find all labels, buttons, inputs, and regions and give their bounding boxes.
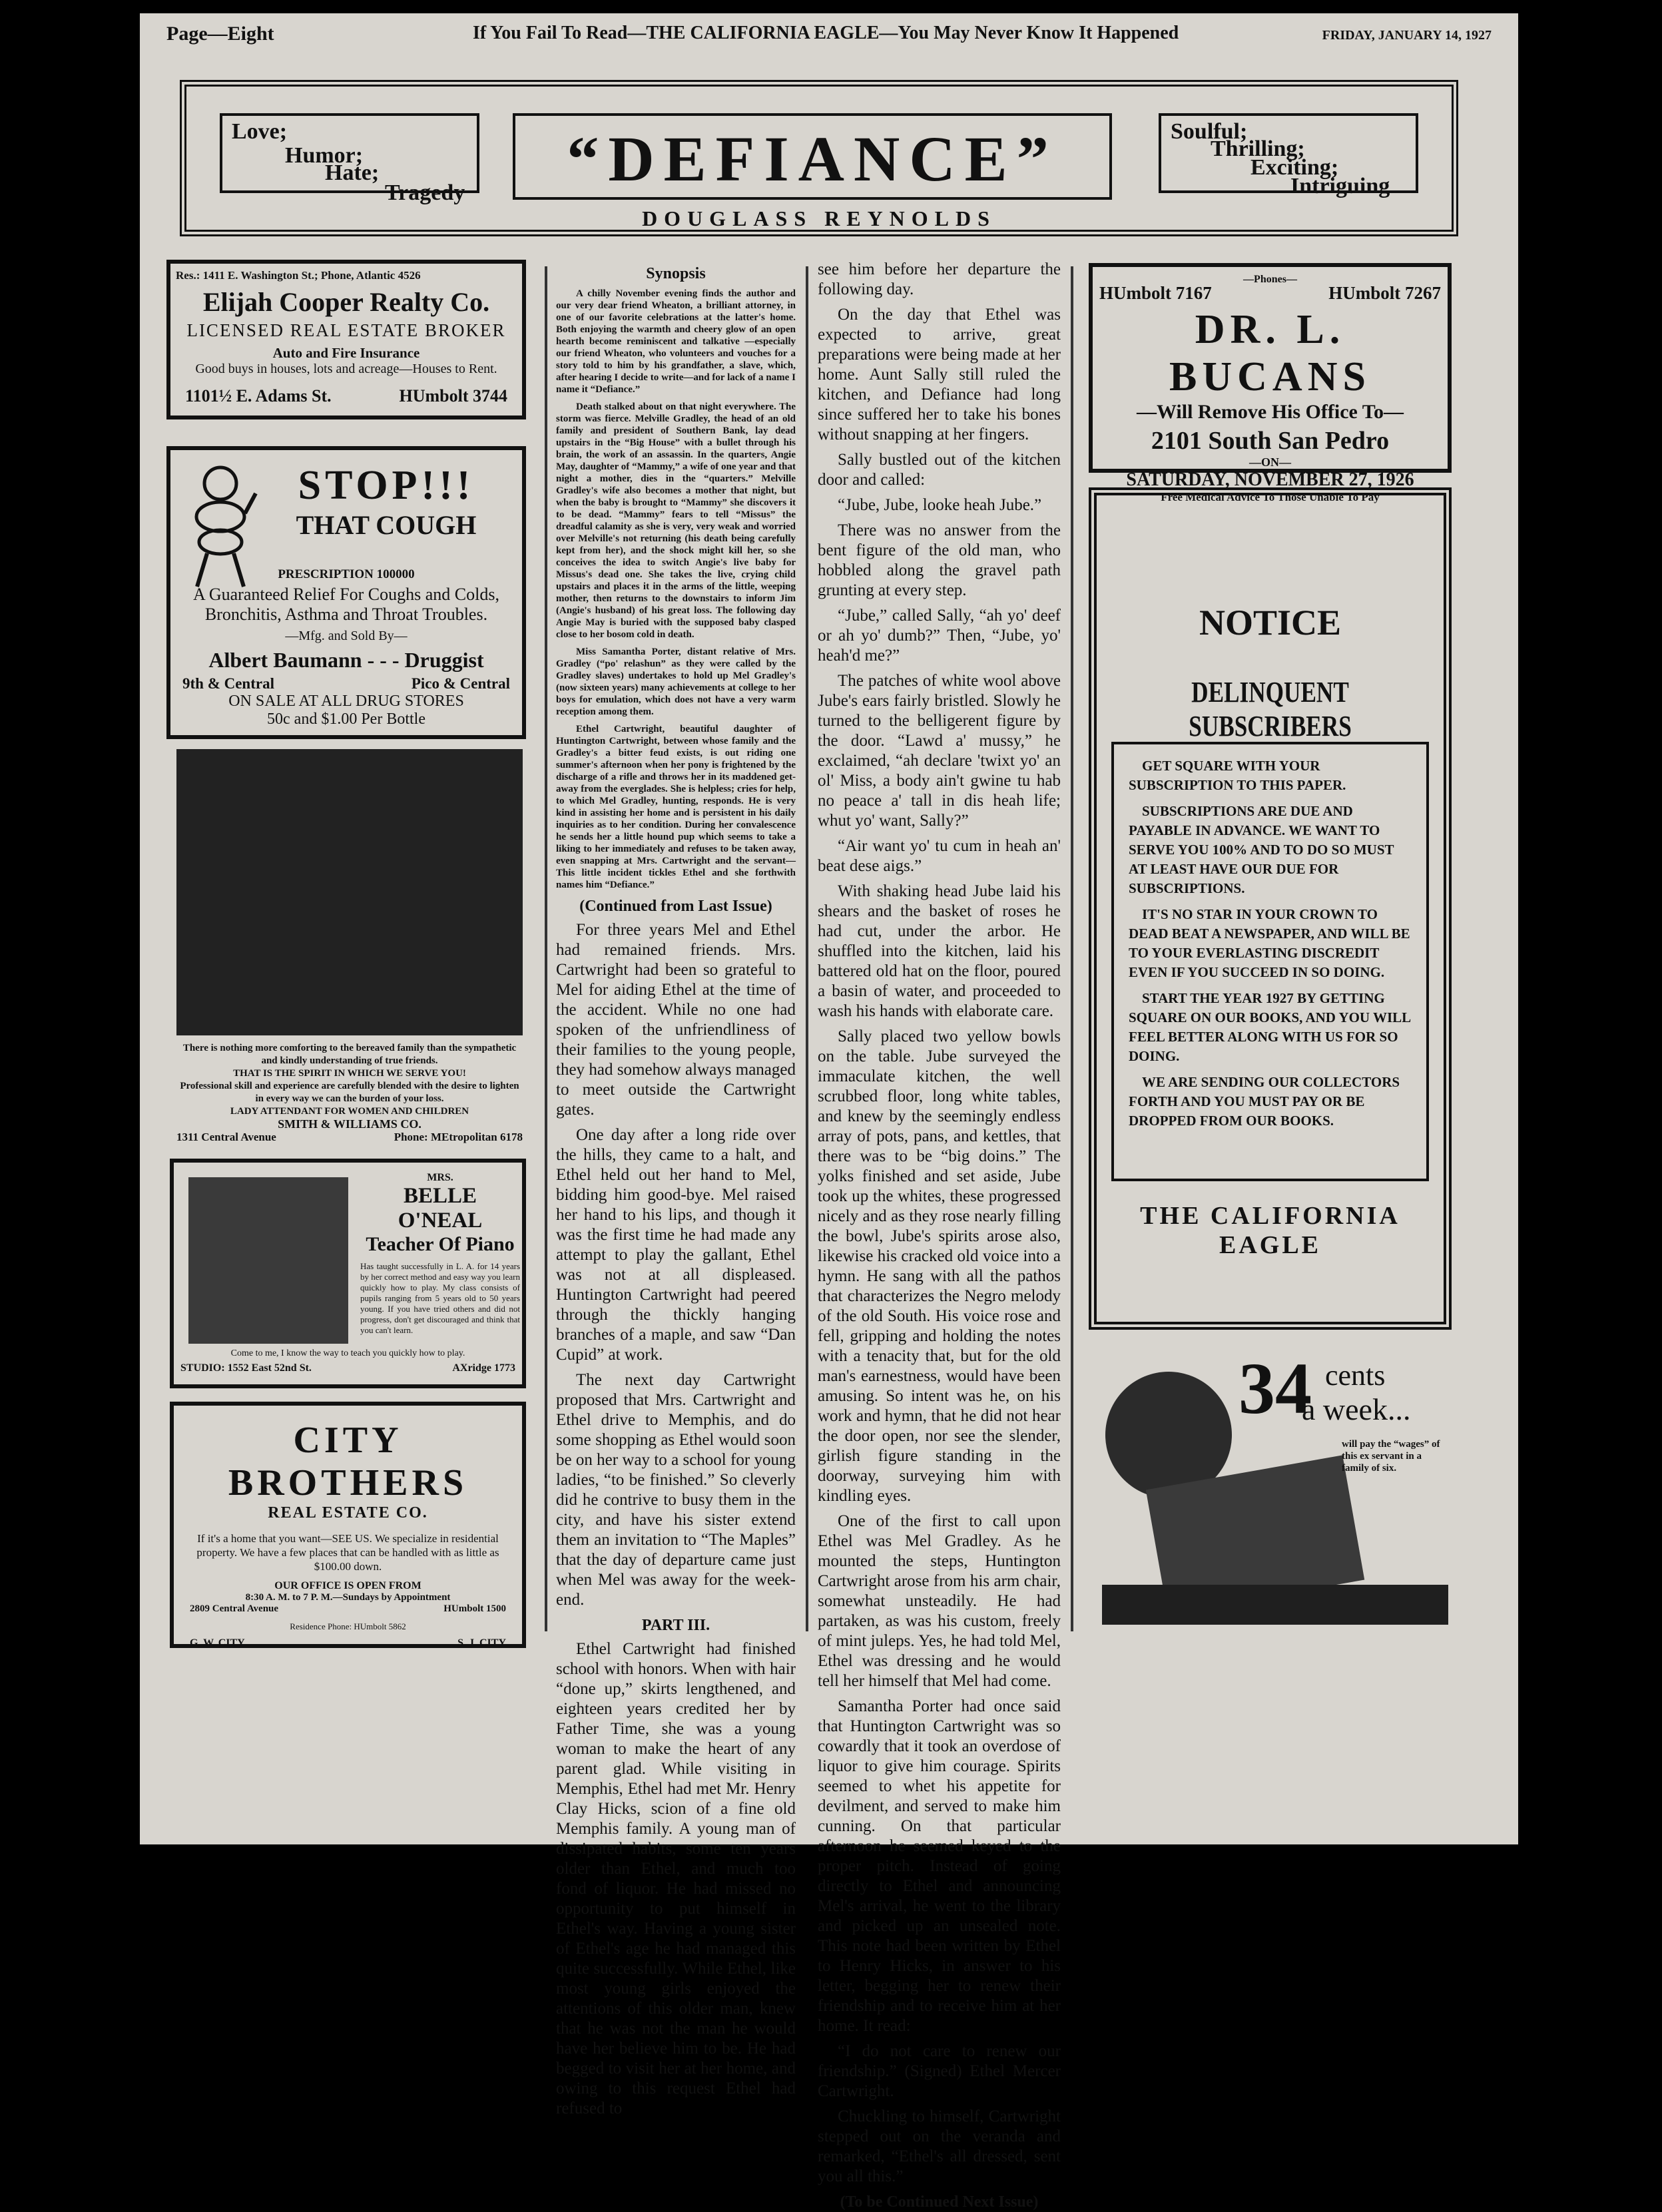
- story-paragraph: see him before her departure the following day.: [818, 260, 1061, 298]
- ad-cooper-realty: [166, 260, 526, 419]
- story-paragraph: Samantha Porter had once said that Huntington Cartwright was so cowardly that it took an overdose of liquor to give him courage. Spirits seemed to whet his appetite for devilment, and served to make him cunning. On that particular afternoon he seemed keyed to the proper pitch. Instead of going directly to Ethel and announcing Mel's arrival, he went to the library and picked up an unsealed note. This note had been written by Ethel to Henry Hicks, in answer to his letter, begging her to renew their friendship and to receive him at her home. It read:: [818, 1697, 1061, 2035]
- story-paragraph: Sally bustled out of the kitchen door and called:: [818, 451, 1061, 489]
- ad-owner: S. J. CITY: [457, 1637, 506, 1649]
- ad-text: —ON—: [1249, 455, 1291, 469]
- ad-text: Res.: 1411 E. Washington St.; Phone, Atlantic 4526: [176, 269, 421, 282]
- ad-address-row: [176, 675, 517, 692]
- banner-right-box: [1159, 113, 1418, 198]
- banner-word: Humor;: [285, 143, 364, 168]
- ad-headline: STOP!!!: [298, 463, 475, 508]
- ad-big-number: 34: [1239, 1348, 1312, 1429]
- banner-word: Exciting;: [1250, 155, 1339, 180]
- ad-footer-band: [1102, 1585, 1448, 1625]
- ad-name: BELLE O'NEAL: [398, 1184, 483, 1233]
- ad-subheadline: REAL ESTATE CO.: [268, 1504, 428, 1521]
- synopsis-paragraph: Death stalked about on that night everywhere. The storm was fierce. Melville Gradley, the head of an old family and president of Southern Bank, lay dead upstairs in the “Big House” with a bullet through his brain, the work of an assassin. In the quarters, Angie May, daughter of “Mammy,” a wife of one year and that night a mother, dies in the “quarters.” Melville Gradley's wife also becomes a mother that night, but when the baby is brought to “Mammy” she discovers it to be dead. “Mammy” fears to tell “Missus” the dreadful calamity as she is very, very weak and worried over Melville's not returning (his death being carefully kept from her), and the shock might kill her, so she conceives the idea to switch Angie's live baby for Missus's dead one. She takes the live, crying child upstairs and places it in the arms of the little, weeping mother, then returns to the downstairs to inform Jim (Angie's husband) of his great loss. The following day Angie May is buried with the supposed baby clasped close to her bosom cold in death.: [556, 402, 796, 640]
- ad-phone: AXridge 1773: [452, 1362, 515, 1374]
- synopsis-paragraph: Ethel Cartwright, beautiful daughter of Huntington Cartwright, between whose family and the Gradley's a bitter feud exists, is out riding one summer's afternoon when her pony is frightened by the discharge of a rifle and throws her in its maddened get-away from the everglades. She is helpless; cries for help, to which Mel Gradley, hunting, responds. He is very kind in assisting her home and is persistent in his daily inquiries as to her condition. During her convalescence he sends her a little hound pup which seems to take a liking to her immediately and refuses to be taken away, even snapping at Mrs. Cartwright and the servant—This little incident tickles Ethel and she forthwith names him “Defiance.”: [556, 724, 796, 890]
- banner-word: Intriguing: [1290, 174, 1390, 198]
- page-slogan: If You Fail To Read—THE CALIFORNIA EAGLE—You May Never Know It Happened: [473, 23, 1179, 43]
- notice-paragraph: GET SQUARE WITH YOUR SUBSCRIPTION TO THIS PAPER.: [1129, 758, 1346, 793]
- notice-paragraph: IT'S NO STAR IN YOUR CROWN TO DEAD BEAT A NEWSPAPER, AND WILL BE TO YOUR EVERLASTING DISCREDIT EVEN IF YOU SUCCEED IN SO DOING.: [1129, 906, 1410, 980]
- ad-title: Teacher Of Piano: [366, 1233, 515, 1255]
- ad-belle-oneal: [170, 1159, 526, 1388]
- continued-note: (Continued from Last Issue): [579, 898, 772, 915]
- part-heading: PART III.: [641, 1617, 710, 1634]
- ad-text: There is nothing more comforting to the bereaved family than the sympathetic and kindly understanding of true friends.: [182, 1043, 517, 1066]
- ad-text: Auto and Fire Insurance: [272, 345, 420, 361]
- ad-text: THAT IS THE SPIRIT IN WHICH WE SERVE YOU!: [233, 1068, 466, 1079]
- ad-druggist: Albert Baumann - - - Druggist: [208, 648, 484, 672]
- story-paragraph: For three years Mel and Ethel had remained friends. Mrs. Cartwright had been so grateful to Mel for aiding Ethel at the time of the accident. While no one had spoken of the unfriendliness of their families to the young people, they had somehow always managed to meet outside the Cartwright gates.: [556, 921, 796, 1119]
- page-date: FRIDAY, JANUARY 14, 1927: [1322, 28, 1492, 43]
- notice-paragraph: SUBSCRIPTIONS ARE DUE AND PAYABLE IN ADVANCE. WE WANT TO SERVE YOU 100% AND TO DO SO MUST AT LEAST HAVE OUR DUE FOR SUBSCRIPTIONS.: [1129, 803, 1394, 896]
- story-paragraph: There was no answer from the bent figure of the old man, who hobbled along the gravel path grunting at every step.: [818, 521, 1061, 599]
- synopsis-heading: Synopsis: [646, 265, 706, 282]
- story-paragraph: Chuckling to himself, Cartwright stepped out on the veranda and remarked, “Ethel's all dressed, sent you all this.”: [818, 2107, 1061, 2185]
- ad-address: 9th & Central: [182, 675, 274, 692]
- notice-subtitle: DELINQUENT SUBSCRIBERS: [1189, 676, 1352, 742]
- ad-text: Good buys in houses, lots and acreage—Houses to Rent.: [195, 362, 497, 376]
- ad-stop-cough: [166, 446, 526, 739]
- story-paragraph: “Air want yo' tu cum in heah an' beat dese aigs.”: [818, 837, 1061, 875]
- ad-text: OUR OFFICE IS OPEN FROM: [274, 1580, 421, 1591]
- ad-address-row: [180, 1603, 515, 1615]
- ad-owner: G. W. CITY: [190, 1637, 245, 1649]
- ad-text: ON SALE AT ALL DRUG STORES: [228, 692, 464, 710]
- ad-phone: Phone: MEtropolitan 6178: [394, 1131, 523, 1143]
- story-paragraph: One of the first to call upon Ethel was Mel Gradley. As he mounted the steps, Huntington Cartwright arose from his arm chair, somewhat unsteadily. He had partaken, as was his custom, freely of mint juleps. Yes, he had told Mel, Ethel was dressing and he would tell her himself that Mel had come.: [818, 1512, 1061, 1690]
- story-paragraph: “Jube, Jube, looke heah Jube.”: [838, 496, 1042, 514]
- ad-phone: HUmbolt 3744: [399, 386, 507, 406]
- to-be-continued: (To be Continued Next Issue): [840, 2193, 1039, 2211]
- ad-dr-bucans: [1089, 263, 1452, 503]
- page-label: Page—Eight: [166, 23, 274, 45]
- page-header: [140, 13, 1518, 60]
- ad-phone: HUmbolt 7167: [1099, 283, 1212, 303]
- banner-word: Thrilling;: [1211, 137, 1305, 161]
- ad-text: —Mfg. and Sold By—: [285, 629, 408, 643]
- ad-address: 2101 South San Pedro: [1151, 427, 1390, 455]
- ad-text: If it's a home that you want—SEE US. We specialize in residential property. We have a few places that can be handled with as little as $100.00 down.: [196, 1532, 499, 1573]
- tire-man-icon: [184, 463, 257, 590]
- ad-text: Has taught successfully in L. A. for 14 years by her correct method and easy way you learn quickly how to play. My class consists of pupils ranging from 5 years old to 50 years young. If you have tried others and did not progress, don't get discouraged and think that you can't learn.: [360, 1261, 520, 1335]
- banner-word: Soulful;: [1171, 119, 1248, 144]
- ad-name: Elijah Cooper Realty Co.: [202, 287, 490, 317]
- story-paragraph: Sally placed two yellow bowls on the table. Jube surveyed the immaculate kitchen, the well scrubbed floor, long white tables, and knew by the seemingly endless array of pots, pans, and kettles, that there was to be “big doins.” The yolks finished and set aside, Jube took up the whites, these progressed nicely and as they rose nearly filling the bowl, Jube's spirits arose also, likewise his cracked old voice into a hymn. He sang with all the pathos that characterizes the Negro melody of the old South. His voice rose and fell, gripping and holding the notes with a tenacity that, but for the old man's earnestness, would have been amusing. So intent was he, on his work and hymn, that he did not hear the door open, nor see the slender, girlish figure standing in the doorway, surveying him with kindling eyes.: [818, 1027, 1061, 1505]
- ad-subheadline: THAT COUGH: [296, 510, 477, 540]
- ad-address: 1101½ E. Adams St.: [185, 386, 332, 406]
- ad-name: CITY BROTHERS: [228, 1420, 468, 1504]
- ad-text: Come to me, I know the way to teach you quickly how to play.: [230, 1348, 465, 1358]
- ad-address: Pico & Central: [411, 675, 510, 692]
- ad-title: LICENSED REAL ESTATE BROKER: [186, 320, 506, 340]
- ad-text: Professional skill and experience are carefully blended with the desire to lighten in every way we can the burden of your loss.: [180, 1081, 519, 1104]
- notice-body: [1111, 742, 1429, 1181]
- ad-address-row: [180, 1362, 515, 1374]
- story-column-2: [818, 260, 1061, 2211]
- ad-text: —Will Remove His Office To—: [1136, 401, 1404, 423]
- notice-delinquent-subscribers: [1089, 487, 1452, 1330]
- banner-word: Hate;: [325, 160, 380, 185]
- banner-title: “DEFIANCE”: [513, 113, 1112, 200]
- story-paragraph: Ethel Cartwright had finished school with honors. When with hair “done up,” skirts lengthened, and eighteen years credited her by Father Time, she was a young woman to make the heart of any parent glad. While visiting in Memphis, Ethel had met Mr. Henry Clay Hicks, scion of a fine old Memphis family. A young man of dissipated habits, some ten years older than Ethel, and much too fond of liquor. He had missed no opportunity to put himself in Ethel's way. Having a young sister of Ethel's age he had managed this quite successfully. While Ethel, like most young girls enjoyed the attentions of this older man, knew that he was not the man he would have her believe him to be. He had begged to visit her at her home, and owing to this request Ethel had refused to: [556, 1640, 796, 2117]
- story-column-1: [556, 260, 796, 2117]
- banner-word: Love;: [232, 119, 288, 144]
- ad-text: A Guaranteed Relief For Coughs and Colds, Bronchitis, Asthma and Throat Troubles.: [193, 585, 499, 624]
- ad-text: cents: [1325, 1359, 1386, 1392]
- synopsis-paragraph: Miss Samantha Porter, distant relative of Mrs. Gradley (“po' relashun” as they were called by the Gradley slaves) undertakes to hold up Mel Gradley's (now sixteen years) many achievements at college to her boys for emulation, which does not have a very warm reception among them.: [556, 647, 796, 717]
- story-paragraph: “I do not care to renew our friendship.” (Signed) Ethel Mercer Cartwright.: [818, 2042, 1061, 2100]
- story-paragraph: “Jube,” called Sally, “ah yo' deef or ah yo' dumb?” Then, “Jube, yo' heah'd me?”: [818, 607, 1061, 665]
- ad-text: PRESCRIPTION 100000: [278, 567, 415, 581]
- ad-name: SMITH & WILLIAMS CO.: [278, 1117, 421, 1131]
- ad-text: will pay the “wages” of this ex servant in a family of six.: [1342, 1439, 1440, 1474]
- ad-piano-text: [360, 1172, 520, 1336]
- story-banner: [180, 80, 1458, 236]
- story-paragraph: One day after a long ride over the hills, they came to a halt, and Ethel held out her hand to Mel, bidding him good-bye. Mel raised her hand to his lips, and though it was the first time he had made any attempt to play the gallant, Ethel was not at all displeased. Huntington Cartwright had peered through the thickly hanging branches of a maple, and saw “Dan Cupid” at work.: [556, 1126, 796, 1364]
- ad-text: Free Medical Advice To Those Unable To Pay: [1161, 491, 1380, 503]
- notice-signature: THE CALIFORNIA EAGLE: [1140, 1202, 1400, 1259]
- ad-address-row: [176, 386, 517, 406]
- ad-text: LADY ATTENDANT FOR WOMEN AND CHILDREN: [230, 1106, 469, 1117]
- funeral-ad-photo: [176, 749, 523, 1035]
- ad-address: 2809 Central Avenue: [190, 1603, 279, 1614]
- ad-text: MRS.: [427, 1172, 453, 1183]
- banner-author: DOUGLASS REYNOLDS: [642, 206, 996, 230]
- story-paragraph: On the day that Ethel was expected to arrive, great preparations were being made at her home. Aunt Sally still ruled the kitchen, and Defiance had long since suffered her to take his bones without snapping at her fingers.: [818, 306, 1061, 443]
- synopsis-paragraph: A chilly November evening finds the author and our very dear friend Wheaton, a brilliant attorney, in one of our favorite celebrations at the latter's home. Both enjoying the warmth and cheery glow of an open hearth become reminiscent and talkative —especially our friend Wheaton, who volunteers and vouches for a story told to him by his grandfather, a slave, which, after hearing I decide to write—and for lack of a name I name it “Defiance.”: [556, 288, 796, 395]
- ad-address: 1311 Central Avenue: [176, 1131, 276, 1143]
- column-rule: [806, 266, 808, 1631]
- ad-text: a week...: [1302, 1392, 1411, 1426]
- story-paragraph: With shaking head Jube laid his shears and the basket of roses he had cut, under the arbor. He shuffled into the kitchen, laid his battered old hat on the floor, poured a basin of water, and proceeded to wash his hands with elaborate care.: [818, 882, 1061, 1020]
- notice-title: NOTICE: [1199, 603, 1342, 643]
- newspaper-page: [140, 13, 1518, 2211]
- ad-owners-row: [180, 1637, 515, 1649]
- ad-date: SATURDAY, NOVEMBER 27, 1926: [1126, 469, 1414, 490]
- ad-address-row: [176, 1131, 523, 1143]
- column-rule: [1071, 266, 1073, 1631]
- ad-phone: HUmbolt 7267: [1328, 283, 1441, 303]
- ad-smith-williams: [176, 1042, 523, 1143]
- banner-left-box: [220, 113, 479, 205]
- story-paragraph: The patches of white wool above Jube's ears fairly bristled. Slowly he turned to the belligerent figure by the door. “Lawd a' mussy,” he exclaimed, “ah declare 'twixt yo' an ol' Miss, a body ain't gwine tu hab no peace a' tall in dis heah life; whut yo' want, Sally?”: [818, 672, 1061, 830]
- ad-city-brothers: [170, 1402, 526, 1648]
- notice-paragraph: WE ARE SENDING OUR COLLECTORS FORTH AND YOU MUST PAY OR BE DROPPED FROM OUR BOOKS.: [1129, 1074, 1400, 1129]
- notice-paragraph: START THE YEAR 1927 BY GETTING SQUARE ON OUR BOOKS, AND YOU WILL FEEL BETTER ALONG WITH US FOR SO DOING.: [1129, 990, 1410, 1064]
- synopsis-body: [556, 288, 796, 891]
- ad-text: —Phones—: [1243, 274, 1297, 285]
- ad-text: 50c and $1.00 Per Bottle: [267, 710, 425, 728]
- ad-34-cents: [1102, 1345, 1448, 1645]
- story-paragraph: The next day Cartwright proposed that Mrs. Cartwright and Ethel drive to Memphis, and do some shopping as Ethel would soon be on her way to a school for young ladies, “to be finished.” So cleverly did he contrive to busy them in the city, and have his sister extend them an invitation to “The Maples” that the day of departure came just when Mel was away for the week-end.: [556, 1371, 796, 1609]
- ad-text: Residence Phone: HUmbolt 5862: [290, 1621, 406, 1631]
- ad-phone: HUmbolt 1500: [443, 1603, 506, 1614]
- ad-name: DR. L. BUCANS: [1169, 307, 1371, 400]
- ad-text: 8:30 A. M. to 7 P. M.—Sundays by Appointment: [245, 1592, 451, 1603]
- teacher-photo: [188, 1177, 348, 1344]
- ad-address: STUDIO: 1552 East 52nd St.: [180, 1362, 312, 1374]
- column-rule: [545, 266, 547, 1631]
- banner-word: Tragedy: [385, 180, 465, 205]
- ad-phones-row: [1099, 283, 1441, 304]
